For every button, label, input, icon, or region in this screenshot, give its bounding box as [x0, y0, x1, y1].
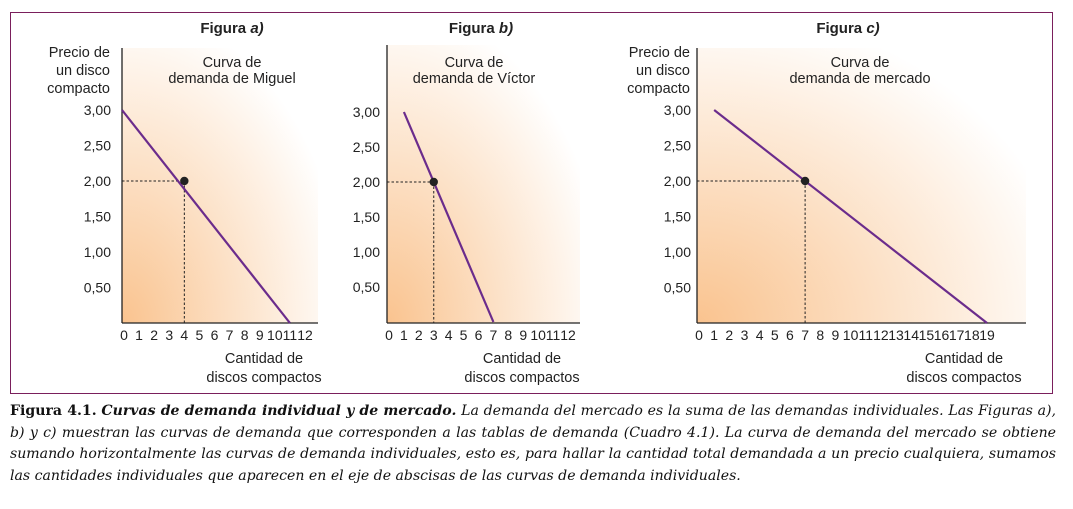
x-tick-label: 2 — [150, 327, 159, 343]
x-tick-label: 12 — [560, 327, 576, 343]
x-tick-label: 12 — [873, 327, 889, 343]
y-axis-label: un disco — [635, 63, 690, 79]
chart-panel-2 — [353, 20, 580, 386]
x-tick-label: 10 — [267, 327, 283, 343]
x-tick-label: 9 — [519, 327, 528, 343]
plot-background — [122, 48, 318, 323]
y-tick-label: 1,00 — [352, 244, 380, 260]
x-tick-label: 7 — [225, 327, 234, 343]
x-tick-label: 8 — [504, 327, 513, 343]
x-tick-label: 7 — [489, 327, 498, 343]
x-axis-label: Cantidad de — [924, 351, 1004, 367]
y-tick-label: 2,00 — [663, 173, 691, 189]
y-axis-label: compacto — [47, 81, 110, 97]
x-tick-label: 2 — [725, 327, 734, 343]
x-tick-label: 15 — [918, 327, 935, 343]
x-tick-label: 6 — [474, 327, 483, 343]
x-tick-label: 6 — [210, 327, 219, 343]
x-tick-label: 7 — [801, 327, 810, 343]
chart-title-word: Figura — [448, 20, 499, 37]
y-tick-label: 2,00 — [352, 174, 380, 190]
y-tick-label: 1,00 — [663, 244, 691, 260]
y-tick-label: 3,00 — [663, 102, 691, 118]
x-tick-label: 3 — [165, 327, 174, 343]
y-tick-label: 1,00 — [83, 244, 111, 260]
y-tick-label: 2,50 — [83, 137, 111, 154]
demand-point — [180, 177, 188, 185]
x-tick-label: 1 — [400, 327, 408, 343]
y-tick-label: 1,50 — [83, 208, 111, 225]
y-axis-label: un disco — [55, 63, 110, 79]
chart-title-letter: c) — [866, 20, 880, 37]
x-tick-label: 11 — [545, 327, 561, 343]
x-tick-label: 5 — [195, 327, 204, 343]
y-tick-label: 3,00 — [83, 102, 111, 118]
plot-background — [697, 48, 1026, 323]
chart-title-word: Figura — [816, 20, 867, 37]
x-tick-label: 4 — [755, 327, 764, 343]
x-axis-label: Cantidad de — [224, 351, 304, 367]
x-tick-label: 17 — [948, 327, 965, 343]
x-tick-label: 0 — [695, 327, 703, 343]
x-tick-label: 0 — [385, 327, 393, 343]
x-tick-label: 14 — [903, 327, 919, 343]
curve-label: demanda de mercado — [789, 71, 931, 87]
y-axis-label: compacto — [627, 81, 690, 97]
caption-heading: Figura 4.1. — [10, 403, 97, 419]
figure-caption — [10, 401, 1056, 487]
x-tick-label: 11 — [282, 327, 298, 343]
y-tick-label: 2,50 — [663, 137, 691, 154]
x-tick-label: 16 — [933, 327, 950, 343]
x-axis-label: discos compactos — [464, 370, 580, 386]
x-tick-label: 9 — [831, 327, 840, 343]
x-tick-label: 10 — [530, 327, 546, 343]
x-tick-label: 4 — [444, 327, 453, 343]
chart-title-letter: a) — [250, 20, 264, 37]
chart-title-word: Figura — [200, 20, 251, 37]
y-axis-label: Precio de — [628, 45, 690, 61]
demand-point — [430, 178, 438, 186]
x-tick-label: 4 — [180, 327, 189, 343]
x-axis-label: Cantidad de — [482, 351, 562, 367]
chart-panel-1 — [47, 20, 322, 386]
x-tick-label: 13 — [888, 327, 904, 343]
x-tick-label: 5 — [770, 327, 779, 343]
y-tick-label: 0,50 — [83, 279, 111, 296]
chart-title — [816, 20, 879, 37]
curve-label: Curva de — [830, 55, 890, 71]
x-tick-label: 9 — [255, 327, 264, 343]
x-tick-label: 12 — [297, 327, 313, 343]
chart-title-letter: b) — [498, 20, 514, 37]
x-tick-label: 8 — [240, 327, 249, 343]
x-axis-label: discos compactos — [906, 370, 1022, 386]
x-axis-label: discos compactos — [206, 370, 322, 386]
x-tick-label: 0 — [120, 327, 128, 343]
x-tick-label: 10 — [842, 327, 859, 343]
y-tick-label: 2,00 — [83, 173, 111, 189]
y-tick-label: 0,50 — [663, 279, 691, 296]
x-tick-label: 11 — [858, 327, 874, 343]
x-tick-label: 3 — [740, 327, 749, 343]
caption-title: Curvas de demanda individual y de mercado. — [101, 403, 457, 419]
y-tick-label: 3,00 — [352, 104, 380, 120]
curve-label: Curva de — [202, 55, 262, 71]
x-tick-label: 19 — [979, 327, 995, 343]
y-tick-label: 0,50 — [352, 279, 380, 295]
curve-label: demanda de Miguel — [168, 71, 296, 87]
x-tick-label: 1 — [135, 327, 143, 343]
chart-title — [200, 20, 263, 37]
x-tick-label: 3 — [429, 327, 438, 343]
curve-label: demanda de Víctor — [412, 71, 536, 87]
chart-title — [449, 20, 513, 37]
caption-body: La demanda del mercado es la suma de las demandas individuales. Las Figuras a), b) y c) muestran las curvas de demanda que corresponden a las tablas de demanda (Cuadro 4.1). La curva de demanda del mercado se obtiene sumando horizontalmente las curvas de demanda individuales, esto es, para hallar la cantidad total demandada a un precio cualquiera, sumamos las cantidades individuales que aparecen en el eje de abscisas de las curvas de demanda individuales. — [10, 403, 1056, 484]
x-tick-label: 6 — [786, 327, 794, 343]
chart-panel-3 — [627, 20, 1026, 386]
y-tick-label: 1,50 — [352, 209, 380, 225]
x-tick-label: 18 — [964, 327, 980, 343]
demand-point — [801, 177, 809, 185]
x-tick-label: 8 — [816, 327, 825, 343]
y-axis-label: Precio de — [48, 45, 110, 61]
y-tick-label: 2,50 — [352, 139, 380, 155]
x-tick-label: 5 — [459, 327, 468, 343]
y-tick-label: 1,50 — [663, 208, 691, 225]
x-tick-label: 1 — [710, 327, 719, 343]
x-tick-label: 2 — [414, 327, 423, 343]
curve-label: Curva de — [444, 55, 504, 71]
